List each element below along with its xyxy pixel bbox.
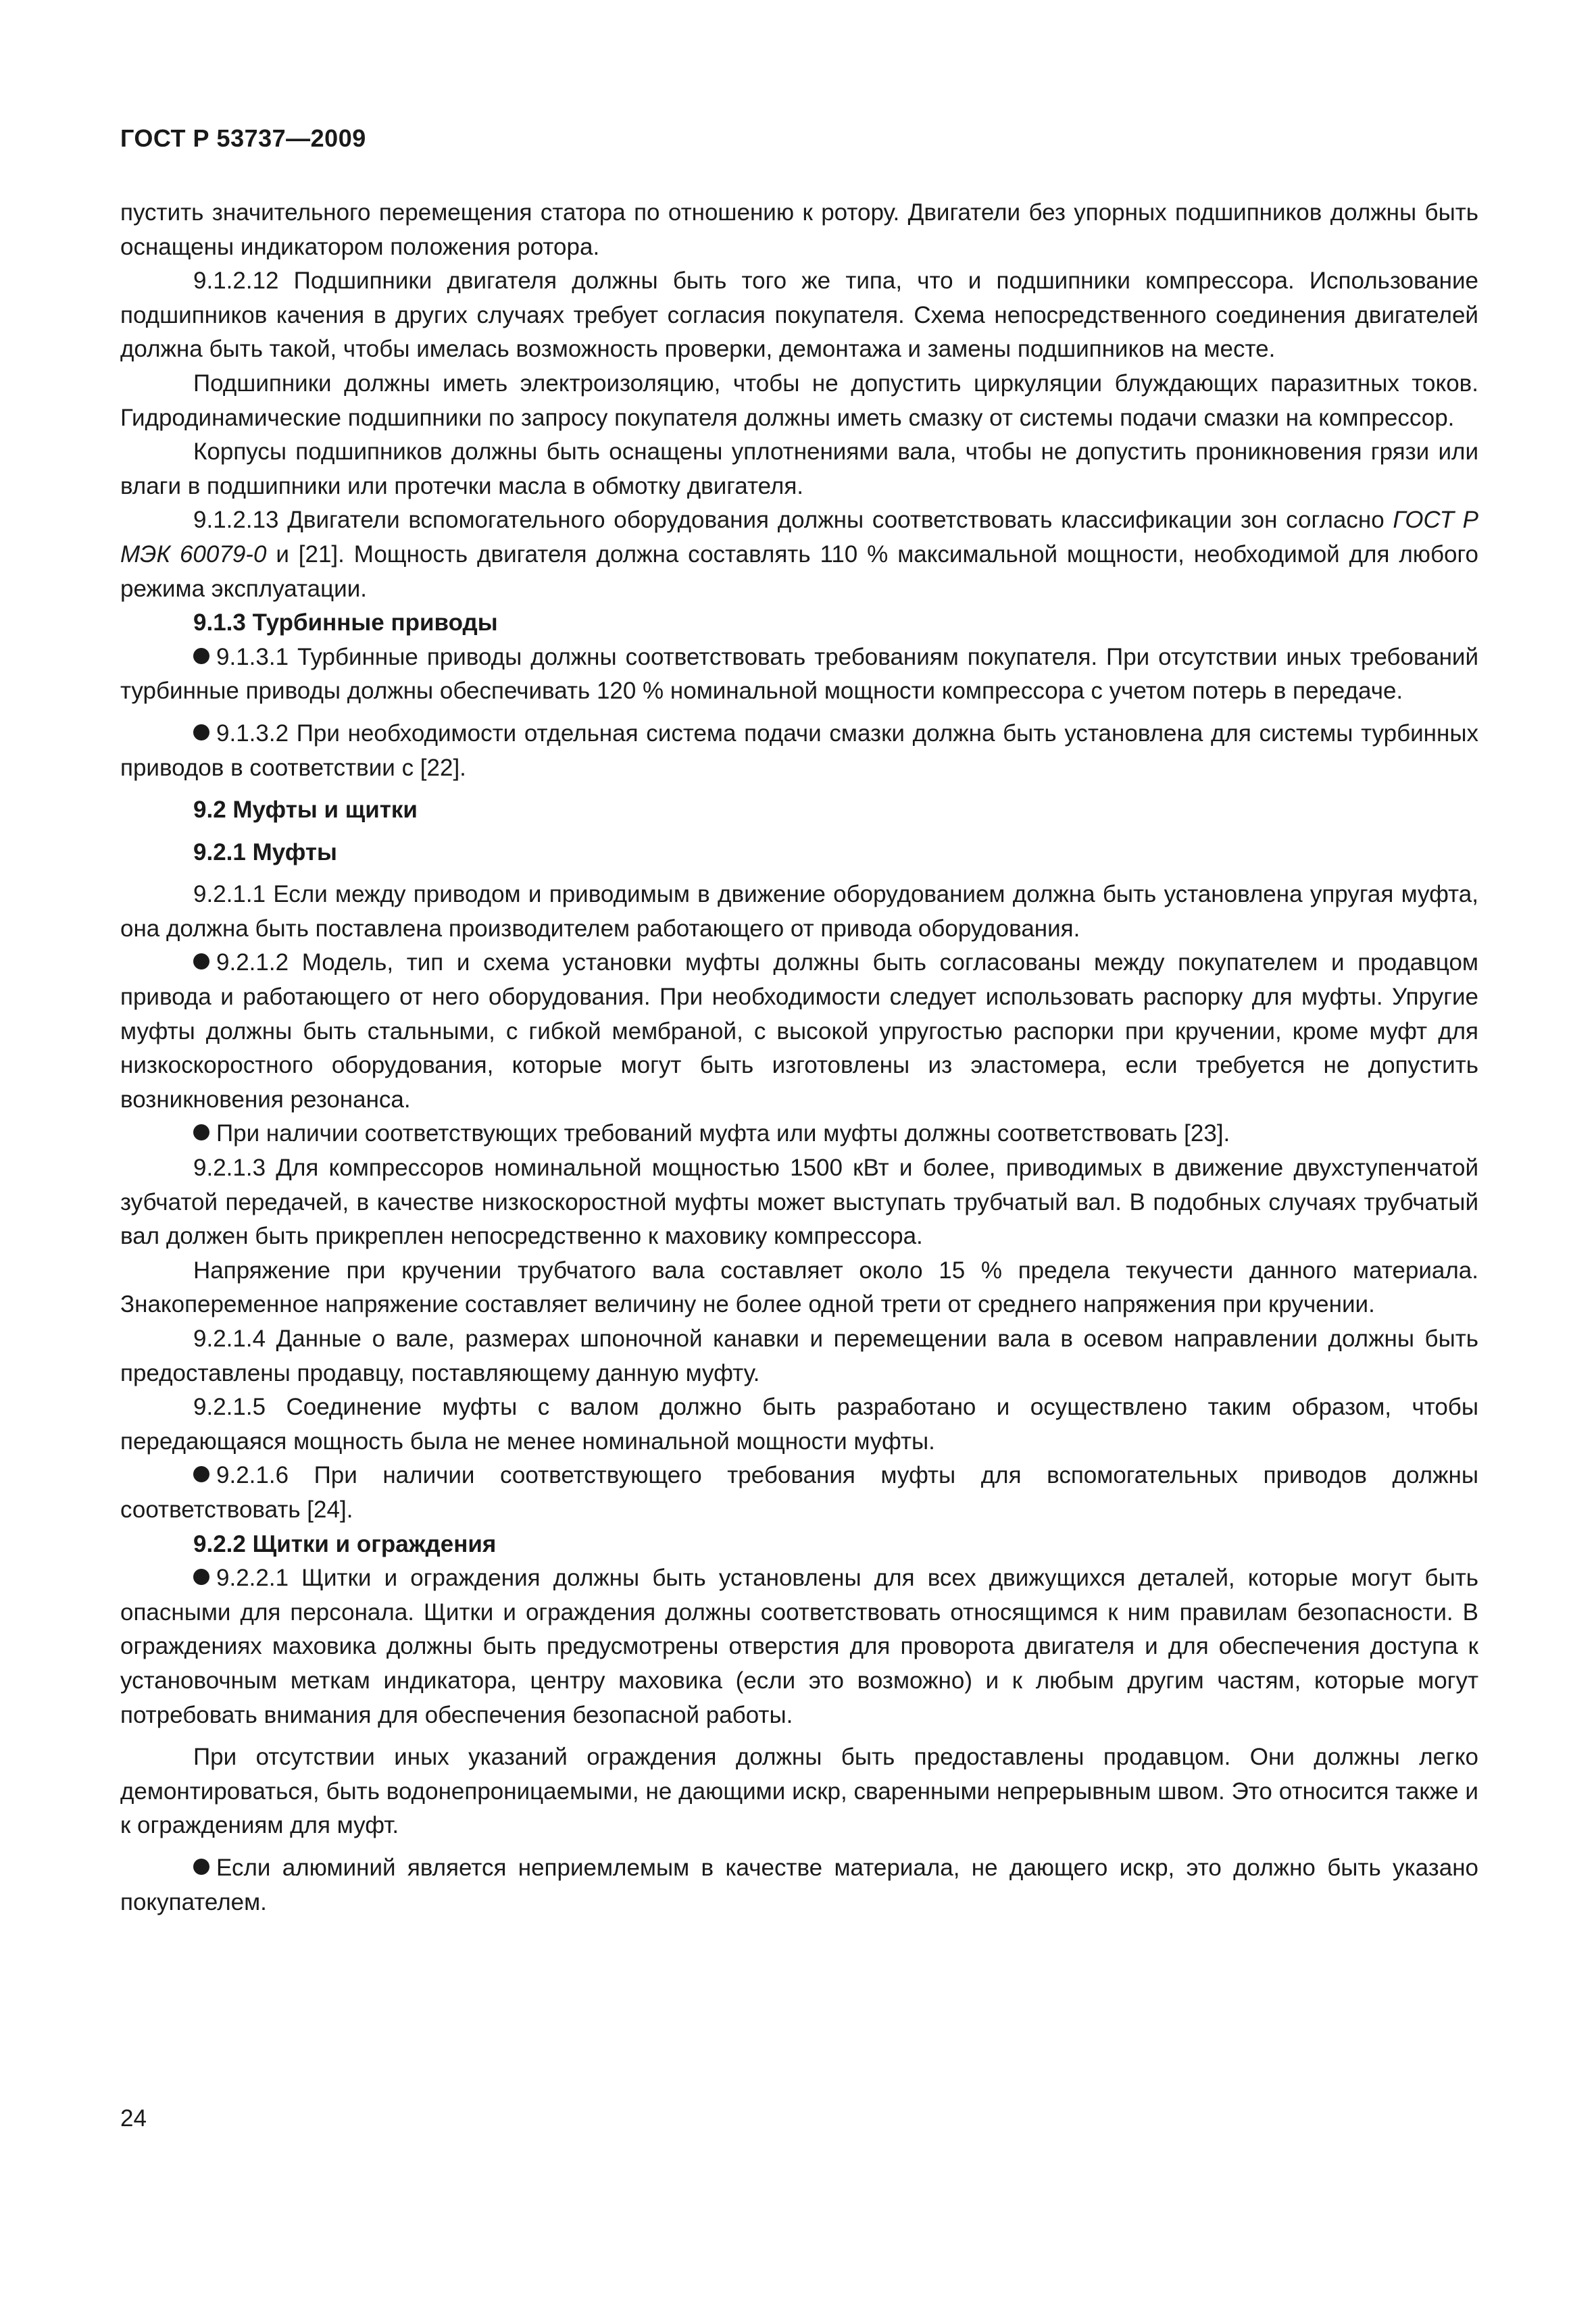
paragraph-text: Корпусы подшипников должны быть оснащены уплотнениями вала, чтобы не допустить проникновения грязи или влаги в подшипники или протечки масла в обмотку двигателя. (120, 438, 1478, 499)
document-page (120, 0, 1478, 2314)
paragraph-text: Если алюминий является неприемлемым в качестве материала, не дающего искр, это должно быть указано покупателем. (120, 1854, 1478, 1915)
paragraph-9-1-3-2 (120, 717, 1478, 785)
document-body (120, 196, 1478, 1919)
paragraph-text: Подшипники должны иметь электроизоляцию, чтобы не допустить циркуляции блуждающих паразитных токов. Гидродинамические подшипники по запросу покупателя должны иметь смазку от системы подачи смазки на компрессор. (120, 370, 1478, 431)
paragraph-text: 9.1.3.1 Турбинные приводы должны соответствовать требованиям покупателя. При отсутствии иных требований турбинные приводы должны обеспечивать 120 % номинальной мощности компрессора с учетом потерь в передаче. (120, 643, 1478, 705)
bullet-marker (193, 1569, 209, 1585)
bullet-marker (193, 1859, 209, 1875)
paragraph-9-2-2-1 (120, 1561, 1478, 1732)
standard-reference: ГОСТ Р МЭК 60079-0 (120, 507, 1478, 568)
paragraph-9-2-1-2 (120, 946, 1478, 1117)
paragraph-text: 9.1.2.13 Двигатели вспомогательного оборудования должны соответствовать классификации зон согласно (193, 507, 1393, 534)
paragraph (120, 1254, 1478, 1322)
paragraph-9-2-1-3 (120, 1151, 1478, 1254)
document-header: ГОСТ Р 53737—2009 (120, 124, 366, 152)
paragraph-9-1-2-13 (120, 503, 1478, 606)
paragraph-text: 9.1.2.12 Подшипники двигателя должны быть того же типа, что и подшипники компрессора. Использование подшипников качения в других случаях требует согласия покупателя. Схема непосредственного соединения двигателей должна быть такой, чтобы имелась возможность проверки, демонтажа и замены подшипников на месте. (120, 268, 1478, 363)
paragraph (120, 1117, 1478, 1151)
paragraph-9-2-1-4 (120, 1322, 1478, 1390)
paragraph-text: Напряжение при кручении трубчатого вала составляет около 15 % предела текучести данного материала. Знакопеременное напряжение составляет величину не более одной трети от среднего напряжения при кручении. (120, 1257, 1478, 1318)
bullet-marker (193, 1124, 209, 1140)
section-heading-9-1-3 (120, 606, 1478, 640)
paragraph (120, 367, 1478, 435)
heading-text: 9.2.1 Муфты (193, 838, 337, 865)
paragraph-text: и [21]. Мощность двигателя должна составлять 110 % максимальной мощности, необходимой для любого режима эксплуатации. (120, 540, 1478, 602)
section-heading-9-2 (120, 793, 1478, 828)
paragraph-9-2-1-1 (120, 878, 1478, 946)
paragraph-text: 9.2.1.3 Для компрессоров номинальной мощностью 1500 кВт и более, приводимых в движение двухступенчатой зубчатой передачей, в качестве низкоскоростной муфты может выступать трубчатый вал. В подобных случаях трубчатый вал должен быть прикреплен непосредственно к маховику компрессора. (120, 1155, 1478, 1250)
section-heading-9-2-2 (120, 1528, 1478, 1562)
paragraph (120, 1740, 1478, 1843)
page-number: 24 (120, 2105, 147, 2132)
paragraph-text: 9.2.1.1 Если между приводом и приводимым в движение оборудованием должна быть установлена упругая муфта, она должна быть поставлена производителем работающего от привода оборудования. (120, 881, 1478, 942)
paragraph (120, 1851, 1478, 1919)
bullet-marker (193, 724, 209, 740)
paragraph-text: 9.2.1.6 При наличии соответствующего требования муфты для вспомогательных приводов должны соответствовать [24]. (120, 1462, 1478, 1523)
bullet-marker (193, 648, 209, 664)
section-heading-9-2-1 (120, 836, 1478, 870)
paragraph-text: При наличии соответствующих требований муфта или муфты должны соответствовать [23]. (216, 1120, 1230, 1147)
paragraph-9-1-2-12 (120, 264, 1478, 367)
paragraph-text: 9.2.2.1 Щитки и ограждения должны быть установлены для всех движущихся деталей, которые могут быть опасными для персонала. Щитки и ограждения должны соответствовать относящимся к ним правилам безопасности. В ограждениях маховика должны быть предусмотрены отверстия для проворота двигателя и для обеспечения доступа к установочным меткам индикатора, центру маховика (если это возможно) и к любым другим частям, которые могут потребовать внимания для обеспечения безопасной работы. (120, 1565, 1478, 1728)
bullet-marker (193, 1466, 209, 1482)
paragraph-text: 9.2.1.4 Данные о вале, размерах шпоночной канавки и перемещении вала в осевом направлении должны быть предоставлены продавцу, поставляющему данную муфту. (120, 1326, 1478, 1386)
heading-text: 9.1.3 Турбинные приводы (193, 609, 498, 636)
paragraph-text: 9.1.3.2 При необходимости отдельная система подачи смазки должна быть установлена для системы турбинных приводов в соответствии с [22]. (120, 720, 1478, 781)
bullet-marker (193, 953, 209, 970)
paragraph-text: 9.2.1.5 Соединение муфты с валом должно быть разработано и осуществлено таким образом, чтобы передающаяся мощность была не менее номинальной мощности муфты. (120, 1394, 1478, 1455)
heading-text: 9.2 Муфты и щитки (193, 797, 418, 824)
paragraph-9-2-1-6 (120, 1459, 1478, 1527)
paragraph-9-1-3-1 (120, 640, 1478, 709)
paragraph-text: При отсутствии иных указаний ограждения должны быть предоставлены продавцом. Они должны легко демонтироваться, быть водонепроницаемыми, не дающими искр, сваренными непрерывным швом. Это относится также и к ограждениям для муфт. (120, 1744, 1478, 1839)
paragraph-9-2-1-5 (120, 1390, 1478, 1459)
paragraph-continuation (120, 196, 1478, 264)
heading-text: 9.2.2 Щитки и ограждения (193, 1530, 497, 1557)
paragraph (120, 435, 1478, 503)
paragraph-text: 9.2.1.2 Модель, тип и схема установки муфты должны быть согласованы между покупателем и продавцом привода и работающего от него оборудования. При необходимости следует использовать распорку для муфты. Упругие муфты должны быть стальными, с гибкой мембраной, с высокой упругостью распорки при кручении, кроме муфт для низкоскоростного оборудования, которые могут быть изготовлены из эластомера, если требуется не допустить возникновения резонанса. (120, 949, 1478, 1113)
paragraph-text: пустить значительного перемещения статора по отношению к ротору. Двигатели без упорных подшипников должны быть оснащены индикатором положения ротора. (120, 199, 1478, 260)
